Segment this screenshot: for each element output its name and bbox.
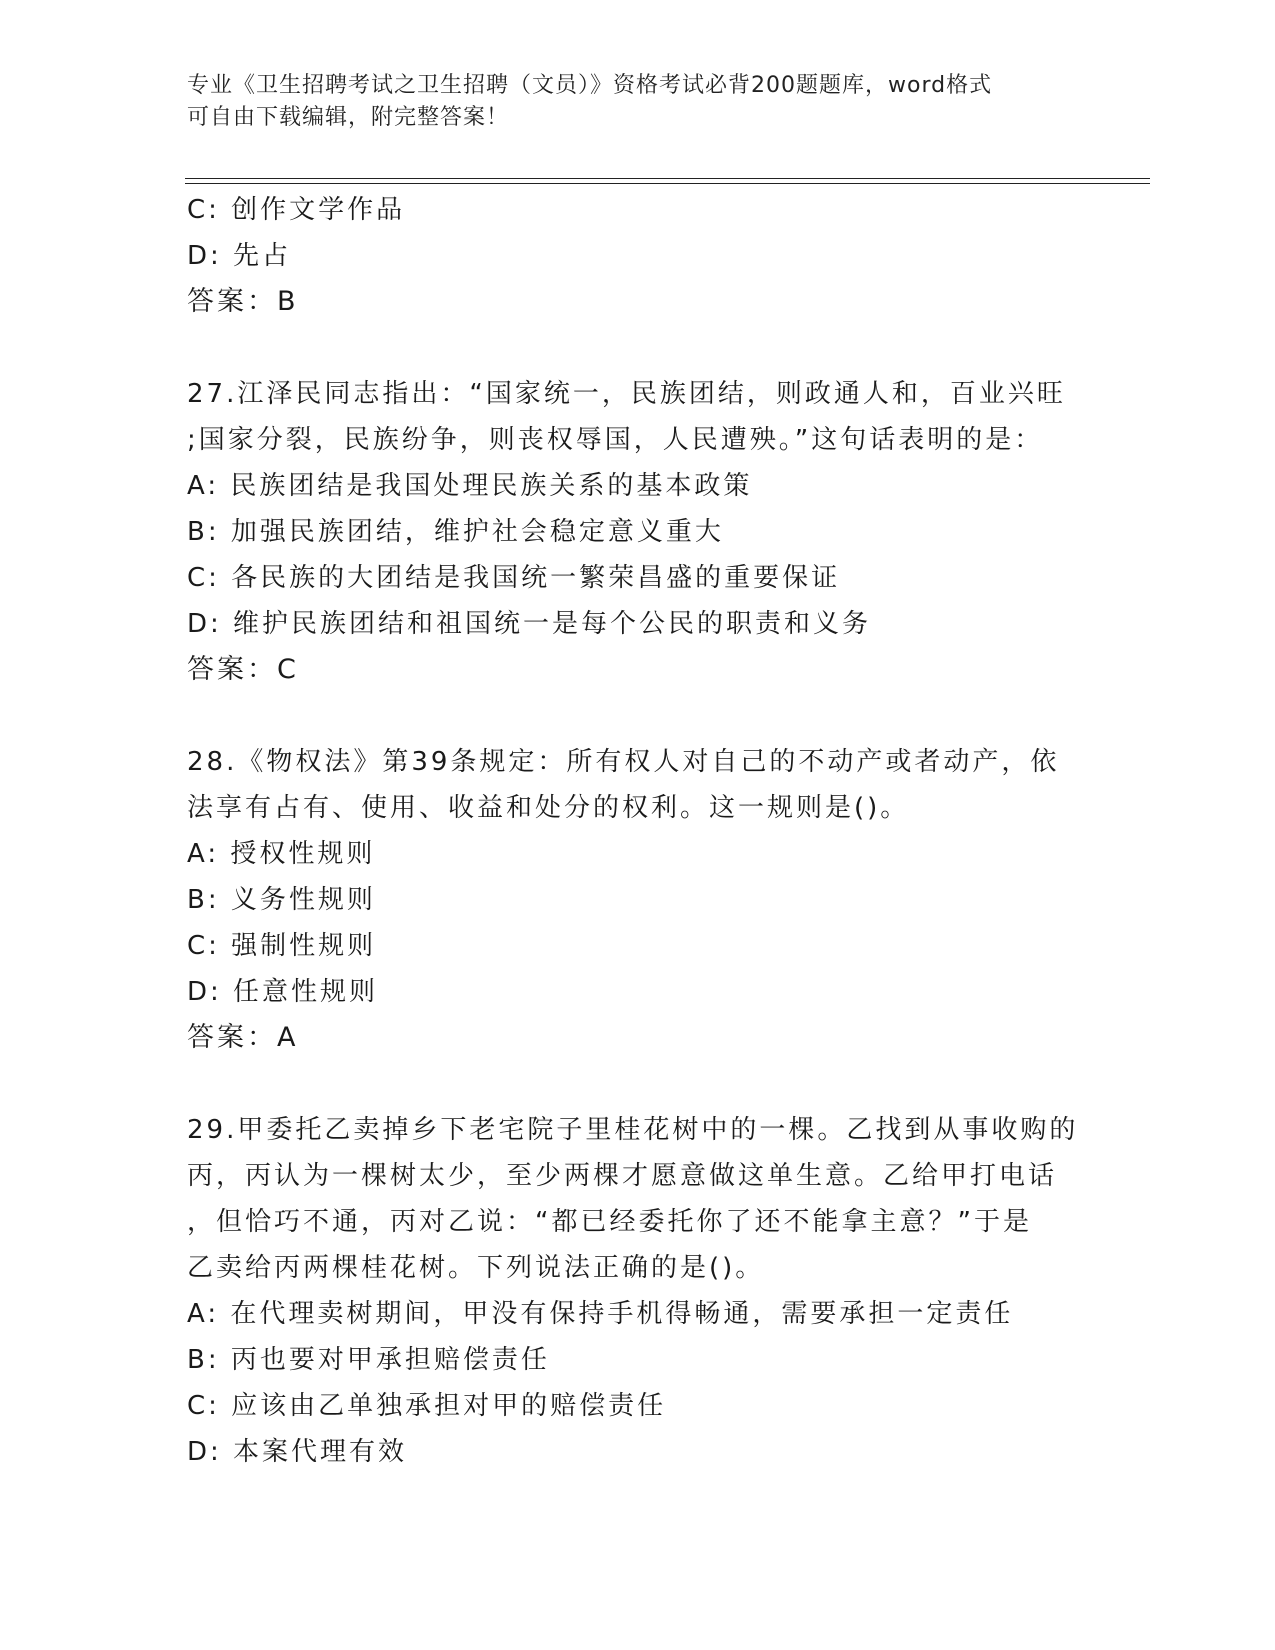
- header-line-2: 可自由下载编辑，附完整答案！: [187, 105, 510, 130]
- option-c: C: 创作文学作品: [187, 195, 406, 225]
- header-rule-top: [185, 178, 1150, 179]
- question-stem: 丙，丙认为一棵树太少，至少两棵才愿意做这单生意。乙给甲打电话: [187, 1161, 1058, 1191]
- option-c: C: 强制性规则: [187, 931, 377, 961]
- option-a: A: 在代理卖树期间，甲没有保持手机得畅通，需要承担一定责任: [187, 1299, 1014, 1329]
- option-d: D: 任意性规则: [187, 977, 379, 1007]
- question-29: [187, 1107, 1087, 1475]
- option-d: D: 本案代理有效: [187, 1437, 408, 1467]
- answer: 答案：A: [187, 1022, 299, 1053]
- document-body: [187, 187, 1087, 1475]
- option-b: B: 加强民族团结，维护社会稳定意义重大: [187, 517, 724, 547]
- question-28: [187, 739, 1087, 1061]
- question-stem: 乙卖给丙两棵桂花树。下列说法正确的是()。: [187, 1253, 765, 1283]
- question-stem: ，但恰巧不通，丙对乙说：“都已经委托你了还不能拿主意？”于是: [187, 1207, 1032, 1237]
- question-stem: 29.甲委托乙卖掉乡下老宅院子里桂花树中的一棵。乙找到从事收购的: [187, 1115, 1079, 1145]
- option-c: C: 各民族的大团结是我国统一繁荣昌盛的重要保证: [187, 563, 841, 593]
- option-c: C: 应该由乙单独承担对甲的赔偿责任: [187, 1391, 667, 1421]
- option-d: D: 先占: [187, 241, 292, 271]
- question-27: [187, 371, 1087, 693]
- question-stem: 法享有占有、使用、收益和处分的权利。这一规则是()。: [187, 793, 910, 823]
- question-stem: 27.江泽民同志指出：“国家统一，民族团结，则政通人和，百业兴旺: [187, 379, 1066, 409]
- option-b: B: 义务性规则: [187, 885, 376, 915]
- answer: 答案：B: [187, 286, 299, 317]
- option-d: D: 维护民族团结和祖国统一是每个公民的职责和义务: [187, 609, 872, 639]
- header-rule-bottom: [185, 183, 1150, 184]
- answer: 答案：C: [187, 654, 299, 685]
- question-stem: 28.《物权法》第39条规定：所有权人对自己的不动产或者动产，依: [187, 747, 1060, 777]
- header-line-1: 专业《卫生招聘考试之卫生招聘（文员）》资格考试必背200题题库，word格式: [187, 73, 993, 98]
- prev-question: [187, 187, 1087, 325]
- document-header: [187, 70, 1087, 134]
- option-a: A: 民族团结是我国处理民族关系的基本政策: [187, 471, 753, 501]
- question-stem: ;国家分裂，民族纷争，则丧权辱国，人民遭殃。”这句话表明的是：: [187, 425, 1044, 455]
- option-b: B: 丙也要对甲承担赔偿责任: [187, 1345, 550, 1375]
- option-a: A: 授权性规则: [187, 839, 376, 869]
